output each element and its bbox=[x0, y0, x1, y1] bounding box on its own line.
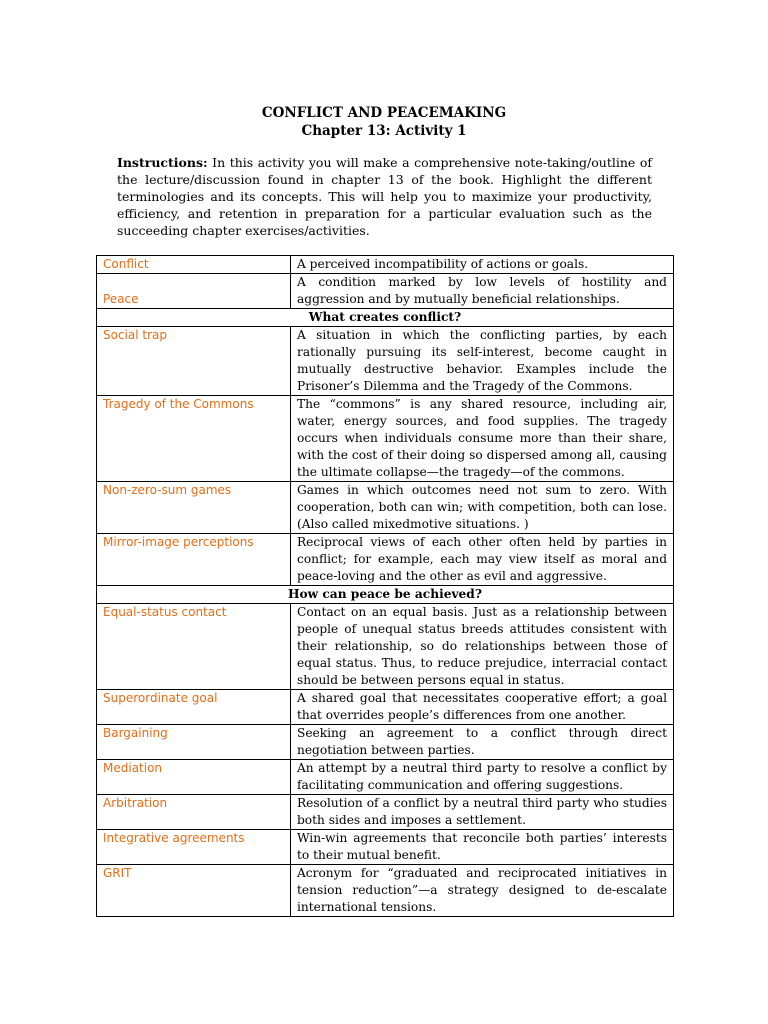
table-row bbox=[97, 256, 674, 274]
definition-cell: An attempt by a neutral third party to resolve a conflict by facilitating communication and offering suggestions. bbox=[291, 760, 674, 795]
term-cell: Peace bbox=[97, 274, 291, 309]
definition-cell: Acronym for “graduated and reciprocated initiatives in tension reduction”—a strategy designed to de-escalate international tensions. bbox=[291, 865, 674, 917]
term-cell: GRIT bbox=[97, 865, 291, 917]
section-heading: How can peace be achieved? bbox=[97, 586, 674, 604]
definition-cell: Win-win agreements that reconcile both parties’ interests to their mutual benefit. bbox=[291, 830, 674, 865]
section-header-row bbox=[97, 309, 674, 327]
table-row bbox=[97, 327, 674, 396]
document-title: CONFLICT AND PEACEMAKING bbox=[261, 105, 507, 121]
table-row bbox=[97, 604, 674, 690]
table-row bbox=[97, 725, 674, 760]
instructions-paragraph bbox=[117, 154, 652, 239]
section-heading: What creates conflict? bbox=[97, 309, 674, 327]
term-cell: Mediation bbox=[97, 760, 291, 795]
document-subtitle: Chapter 13: Activity 1 bbox=[301, 123, 467, 139]
table-row bbox=[97, 760, 674, 795]
table-row bbox=[97, 274, 674, 309]
table-row bbox=[97, 396, 674, 482]
table-row bbox=[97, 534, 674, 586]
term-cell: Integrative agreements bbox=[97, 830, 291, 865]
term-cell: Equal-status contact bbox=[97, 604, 291, 690]
definition-cell: The “commons” is any shared resource, including air, water, energy sources, and food supplies. The tragedy occurs when individuals consume more than their share, with the cost of their doing so dispersed among all, causing the ultimate collapse—the tragedy—of the commons. bbox=[291, 396, 674, 482]
table-row bbox=[97, 690, 674, 725]
table-row bbox=[97, 482, 674, 534]
term-cell: Conflict bbox=[97, 256, 291, 274]
instructions-label: Instructions: bbox=[117, 155, 208, 170]
definition-cell: A condition marked by low levels of hostility and aggression and by mutually beneficial relationships. bbox=[291, 274, 674, 309]
table-row bbox=[97, 865, 674, 917]
definition-cell: A situation in which the conflicting parties, by each rationally pursuing its self-interest, become caught in mutually destructive behavior. Examples include the Prisoner’s Dilemma and the Tragedy of the Commons. bbox=[291, 327, 674, 396]
instructions-text: In this activity you will make a comprehensive note-taking/outline of the lecture/discussion found in chapter 13 of the book. Highlight the different terminologies and its concepts. This will help you to maximize your productivity, efficiency, and retention in preparation for a particular evaluation such as the succeeding chapter exercises/activities. bbox=[117, 155, 652, 238]
terms-table bbox=[96, 255, 674, 917]
term-cell: Bargaining bbox=[97, 725, 291, 760]
term-cell: Social trap bbox=[97, 327, 291, 396]
definition-cell: Contact on an equal basis. Just as a relationship between people of unequal status breeds attitudes consistent with their relationship, so do relationships between those of equal status. Thus, to reduce prejudice, interracial contact should be between persons equal in status. bbox=[291, 604, 674, 690]
term-cell: Arbitration bbox=[97, 795, 291, 830]
definition-cell: Reciprocal views of each other often held by parties in conflict; for example, each may view itself as moral and peace-loving and the other as evil and aggressive. bbox=[291, 534, 674, 586]
table-row bbox=[97, 795, 674, 830]
definition-cell: A shared goal that necessitates cooperative effort; a goal that overrides people’s differences from one another. bbox=[291, 690, 674, 725]
term-cell: Superordinate goal bbox=[97, 690, 291, 725]
term-cell: Non-zero-sum games bbox=[97, 482, 291, 534]
definition-cell: Games in which outcomes need not sum to zero. With cooperation, both can win; with competition, both can lose. (Also called mixedmotive situations. ) bbox=[291, 482, 674, 534]
table-row bbox=[97, 830, 674, 865]
definition-cell: Resolution of a conflict by a neutral third party who studies both sides and imposes a settlement. bbox=[291, 795, 674, 830]
definition-cell: Seeking an agreement to a conflict through direct negotiation between parties. bbox=[291, 725, 674, 760]
definition-cell: A perceived incompatibility of actions or goals. bbox=[291, 256, 674, 274]
terms-table-body bbox=[97, 256, 674, 917]
term-cell: Tragedy of the Commons bbox=[97, 396, 291, 482]
term-cell: Mirror-image perceptions bbox=[97, 534, 291, 586]
section-header-row bbox=[97, 586, 674, 604]
